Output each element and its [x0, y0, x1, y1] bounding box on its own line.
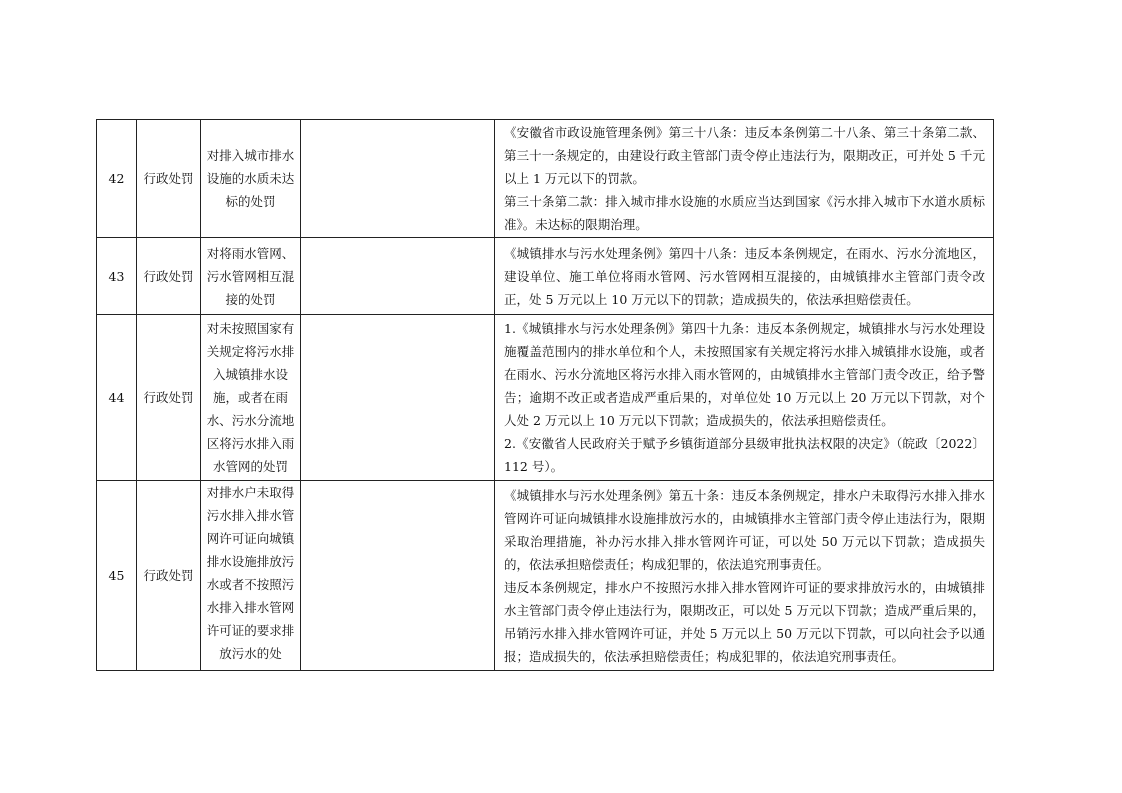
legal-basis-paragraph: 《城镇排水与污水处理条例》第五十条：违反本条例规定，排水户未取得污水排入排水管网许可证向城镇排水设施排放污水的，由城镇排水主管部门责令停止违法行为，限期采取治理措施，补办污水排入排水管网许可证，可以处 50 万元以下罚款；造成损失的，依法承担赔偿责任；构成犯罪的，依法追究刑事责任。: [504, 487, 985, 572]
empty-cell: [301, 238, 495, 315]
legal-basis: [495, 120, 994, 238]
row-number: 44: [97, 315, 137, 481]
penalty-name: 对将雨水管网、污水管网相互混接的处罚: [201, 238, 301, 315]
empty-cell: [301, 481, 495, 671]
legal-basis: [495, 481, 994, 671]
row-number: 45: [97, 481, 137, 671]
penalty-name: 对未按照国家有关规定将污水排入城镇排水设施，或者在雨水、污水分流地区将污水排入雨水管网的处罚: [201, 315, 301, 481]
empty-cell: [301, 120, 495, 238]
penalty-type: 行政处罚: [137, 315, 201, 481]
penalty-name: 对排水户未取得污水排入排水管网许可证向城镇排水设施排放污水或者不按照污水排入排水管网许可证的要求排放污水的处: [201, 481, 301, 671]
row-number: 42: [97, 120, 137, 238]
legal-basis: [495, 238, 994, 315]
legal-basis-paragraph: 1.《城镇排水与污水处理条例》第四十九条：违反本条例规定，城镇排水与污水处理设施覆盖范围内的排水单位和个人，未按照国家有关规定将污水排入城镇排水设施，或者在雨水、污水分流地区将污水排入雨水管网的，由城镇排水主管部门责令改正，给予警告；逾期不改正或者造成严重后果的，对单位处 10 万元以上 20 万元以下罚款，对个人处 2 万元以上 10 万元以下罚款；造成损失的，依法承担赔偿责任。: [504, 321, 985, 428]
penalty-name: 对排入城市排水设施的水质未达标的处罚: [201, 120, 301, 238]
table-row: [97, 120, 994, 238]
legal-basis-paragraph: 《安徽省市政设施管理条例》第三十八条：违反本条例第二十八条、第三十条第二款、第三十一条规定的，由建设行政主管部门责令停止违法行为，限期改正，可并处 5 千元以上 1 万元以下的罚款。: [504, 125, 985, 186]
legal-basis: [495, 315, 994, 481]
penalty-table: [96, 119, 994, 671]
row-number: 43: [97, 238, 137, 315]
penalty-type: 行政处罚: [137, 481, 201, 671]
table-row: [97, 315, 994, 481]
table-row: [97, 481, 994, 671]
table-row: [97, 238, 994, 315]
legal-basis-paragraph: 违反本条例规定，排水户不按照污水排入排水管网许可证的要求排放污水的，由城镇排水主管部门责令停止违法行为，限期改正，可以处 5 万元以下罚款；造成严重后果的，吊销污水排入排水管网许可证，并处 5 万元以上 50 万元以下罚款，可以向社会予以通报；造成损失的，依法承担赔偿责任；构成犯罪的，依法追究刑事责任。: [504, 579, 985, 664]
penalty-type: 行政处罚: [137, 238, 201, 315]
legal-basis-paragraph: 第三十条第二款：排入城市排水设施的水质应当达到国家《污水排入城市下水道水质标准》。未达标的限期治理。: [504, 194, 985, 232]
empty-cell: [301, 315, 495, 481]
legal-basis-paragraph: 2.《安徽省人民政府关于赋予乡镇街道部分县级审批执法权限的决定》（皖政〔2022〕112 号）。: [504, 436, 985, 474]
penalty-type: 行政处罚: [137, 120, 201, 238]
legal-basis-paragraph: 《城镇排水与污水处理条例》第四十八条：违反本条例规定，在雨水、污水分流地区，建设单位、施工单位将雨水管网、污水管网相互混接的，由城镇排水主管部门责令改正，处 5 万元以上 10 万元以下的罚款；造成损失的，依法承担赔偿责任。: [504, 245, 985, 307]
